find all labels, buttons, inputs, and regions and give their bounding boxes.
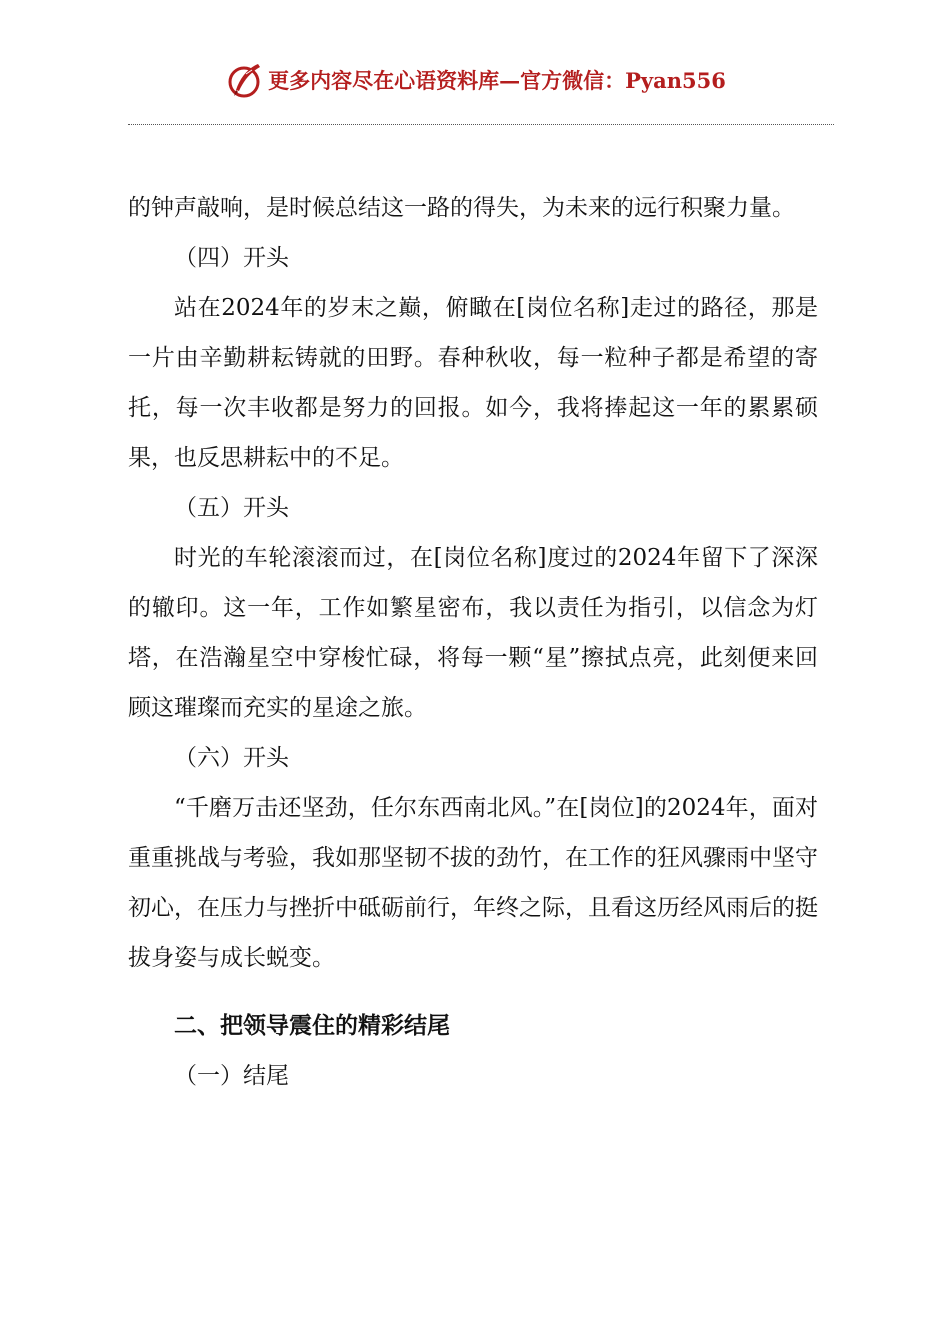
header-text [268,65,726,95]
section-subheading: （六）开头 [174,745,289,771]
wechat-label: 官方微信： [520,68,626,93]
section-subheading: （五）开头 [174,495,289,521]
header-separator: — [499,68,521,93]
wechat-id: Pyan556 [625,68,726,93]
header-banner [224,60,726,100]
body-paragraph: 的钟声敲响，是时候总结这一路的得失，为未来的远行积聚力量。 [128,195,795,221]
body-paragraph: 时光的车轮滚滚而过，在[岗位名称]度过的2024年留下了深深的辙印。这一年，工作如繁星密布，我以责任为指引，以信念为灯塔，在浩瀚星空中穿梭忙碌，将每一颗“星”擦拭点亮，此刻便来回顾这璀璨而充实的星途之旅。 [128,545,818,721]
page-header [0,58,950,102]
body-paragraph: “千磨万击还坚劲，任尔东西南北风。”在[岗位]的2024年，面对重重挑战与考验，我如那坚韧不拔的劲竹，在工作的狂风骤雨中坚守初心，在压力与挫折中砥砺前行，年终之际，且看这历经风雨后的挺拔身姿与成长蜕变。 [128,795,818,971]
section-subheading: （一）结尾 [174,1063,289,1089]
document-body [128,183,818,1101]
quill-pen-logo-icon [224,60,264,100]
section-subheading: （四）开头 [174,245,289,271]
header-divider [128,124,834,125]
body-paragraph: 站在2024年的岁末之巅，俯瞰在[岗位名称]走过的路径，那是一片由辛勤耕耘铸就的田野。春种秋收，每一粒种子都是希望的寄托，每一次丰收都是努力的回报。如今，我将捧起这一年的累累硕果，也反思耕耘中的不足。 [128,295,818,471]
section-heading: 二、把领导震住的精彩结尾 [174,1012,450,1039]
site-name: 更多内容尽在心语资料库 [268,68,500,93]
